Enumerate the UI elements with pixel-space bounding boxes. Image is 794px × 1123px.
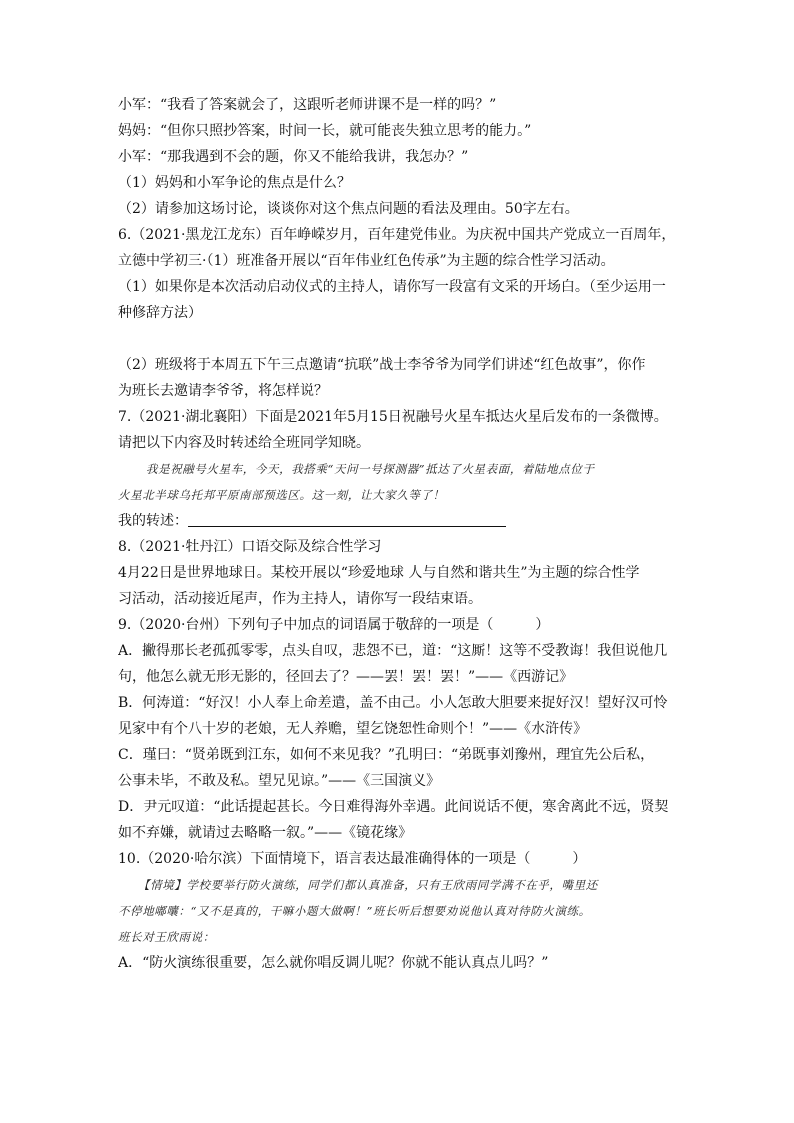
question-heading: 7.（2021·湖北襄阳）下面是2021年5月15日祝融号火星车抵达火星后发布的一条微博。: [118, 409, 668, 425]
dialogue-line: 小军：“我看了答案就会了，这跟听老师讲课不是一样的吗？”: [118, 97, 497, 113]
dialogue-line: 妈妈：“但你只照抄答案，时间一长，就可能丧失独立思考的能力。”: [118, 123, 532, 139]
quoted-material: 火星北半球乌托邦平原南部预选区。这一刻，让大家久等了！: [118, 488, 445, 502]
option-b-cont: 见家中有个八十岁的老娘，无人养赡，望乞饶恕性命则个！”——《水浒传》: [118, 721, 588, 737]
option-a: A．撇得那长老孤孤零零，点头自叹，悲怨不已，道：“这厮！这等不受教诲！我但说他几: [118, 643, 668, 659]
option-b: B．何涛道：“好汉！小人奉上命差遣，盖不由己。小人怎敢大胆要来捉好汉！望好汉可怜: [118, 695, 668, 711]
answer-line: [118, 508, 678, 534]
answer-space: [118, 326, 678, 352]
document-page: [118, 92, 678, 976]
question-item: （2）请参加这场讨论，谈谈你对这个焦点问题的看法及理由。50字左右。: [118, 201, 579, 217]
scenario-text: 班长对王欣雨说：: [118, 930, 215, 944]
option-a-cont: 句，他怎么就无形无影的，径回去了？——罢！罢！罢！”——《西游记》: [118, 669, 574, 685]
option-c-cont: 公事未毕，不敢及私。望兄见谅。”——《三国演义》: [118, 773, 441, 789]
quoted-material: 我是祝融号火星车，今天，我搭乘“天问一号探测器”抵达了火星表面，着陆地点位于: [146, 462, 595, 476]
question-heading: 8.（2021·牡丹江）口语交际及综合性学习: [118, 539, 382, 555]
option-a: A．“防火演练很重要，怎么就你唱反调儿呢？你就不能认真点儿吗？”: [118, 955, 549, 971]
scenario-text: 不停地嘟囔：“又不是真的，干嘛小题大做啊！”班长听后想要劝说他认真对待防火演练。: [118, 904, 591, 918]
question-heading: 10.（2020·哈尔滨）下面情境下，语言表达最准确得体的一项是（ ）: [118, 851, 587, 867]
option-c: C．瑾曰：“贤弟既到江东，如何不来见我？”孔明曰：“弟既事刘豫州，理宜先公后私，: [118, 747, 655, 763]
question-text: 4月22日是世界地球日。某校开展以“珍爱地球 人与自然和谐共生”为主题的综合性学: [118, 565, 640, 581]
question-text: 立德中学初三·（1）班准备开展以“百年伟业红色传承”为主题的综合性学习活动。: [118, 253, 615, 269]
option-d: D．尹元叹道：“此话提起甚长。今日难得海外幸遇。此间说话不便，寒舍离此不远，贤契: [118, 799, 669, 815]
answer-blank[interactable]: [188, 510, 506, 527]
dialogue-line: 小军：“那我遇到不会的题，你又不能给我讲，我怎办？”: [118, 149, 469, 165]
scenario-text: 【情境】学校要举行防火演练，同学们都认真准备，只有王欣雨同学满不在乎，嘴里还: [138, 878, 598, 892]
question-item: （2）班级将于本周五下午三点邀请“抗联”战士李爷爷为同学们讲述“红色故事”，你作: [118, 357, 646, 373]
question-item: 为班长去邀请李爷爷，将怎样说？: [118, 383, 328, 399]
question-item: （1）妈妈和小军争论的焦点是什么？: [118, 175, 351, 191]
option-d-cont: 如不弃嫌，就请过去略略一叙。”——《镜花缘》: [118, 825, 413, 841]
question-item: 种修辞方法）: [118, 305, 202, 321]
question-item: （1）如果你是本次活动启动仪式的主持人，请你写一段富有文采的开场白。（至少运用一: [118, 279, 666, 295]
question-text: 习活动，活动接近尾声，作为主持人，请你写一段结束语。: [118, 591, 482, 607]
question-heading: 9.（2020·台州）下列句子中加点的词语属于敬辞的一项是（ ）: [118, 617, 550, 633]
question-text: 请把以下内容及时转述给全班同学知晓。: [118, 435, 370, 451]
question-heading: 6.（2021·黑龙江龙东）百年峥嵘岁月，百年建党伟业。为庆祝中国共产党成立一百周年，: [118, 227, 676, 243]
answer-label: 我的转述：: [118, 513, 188, 529]
